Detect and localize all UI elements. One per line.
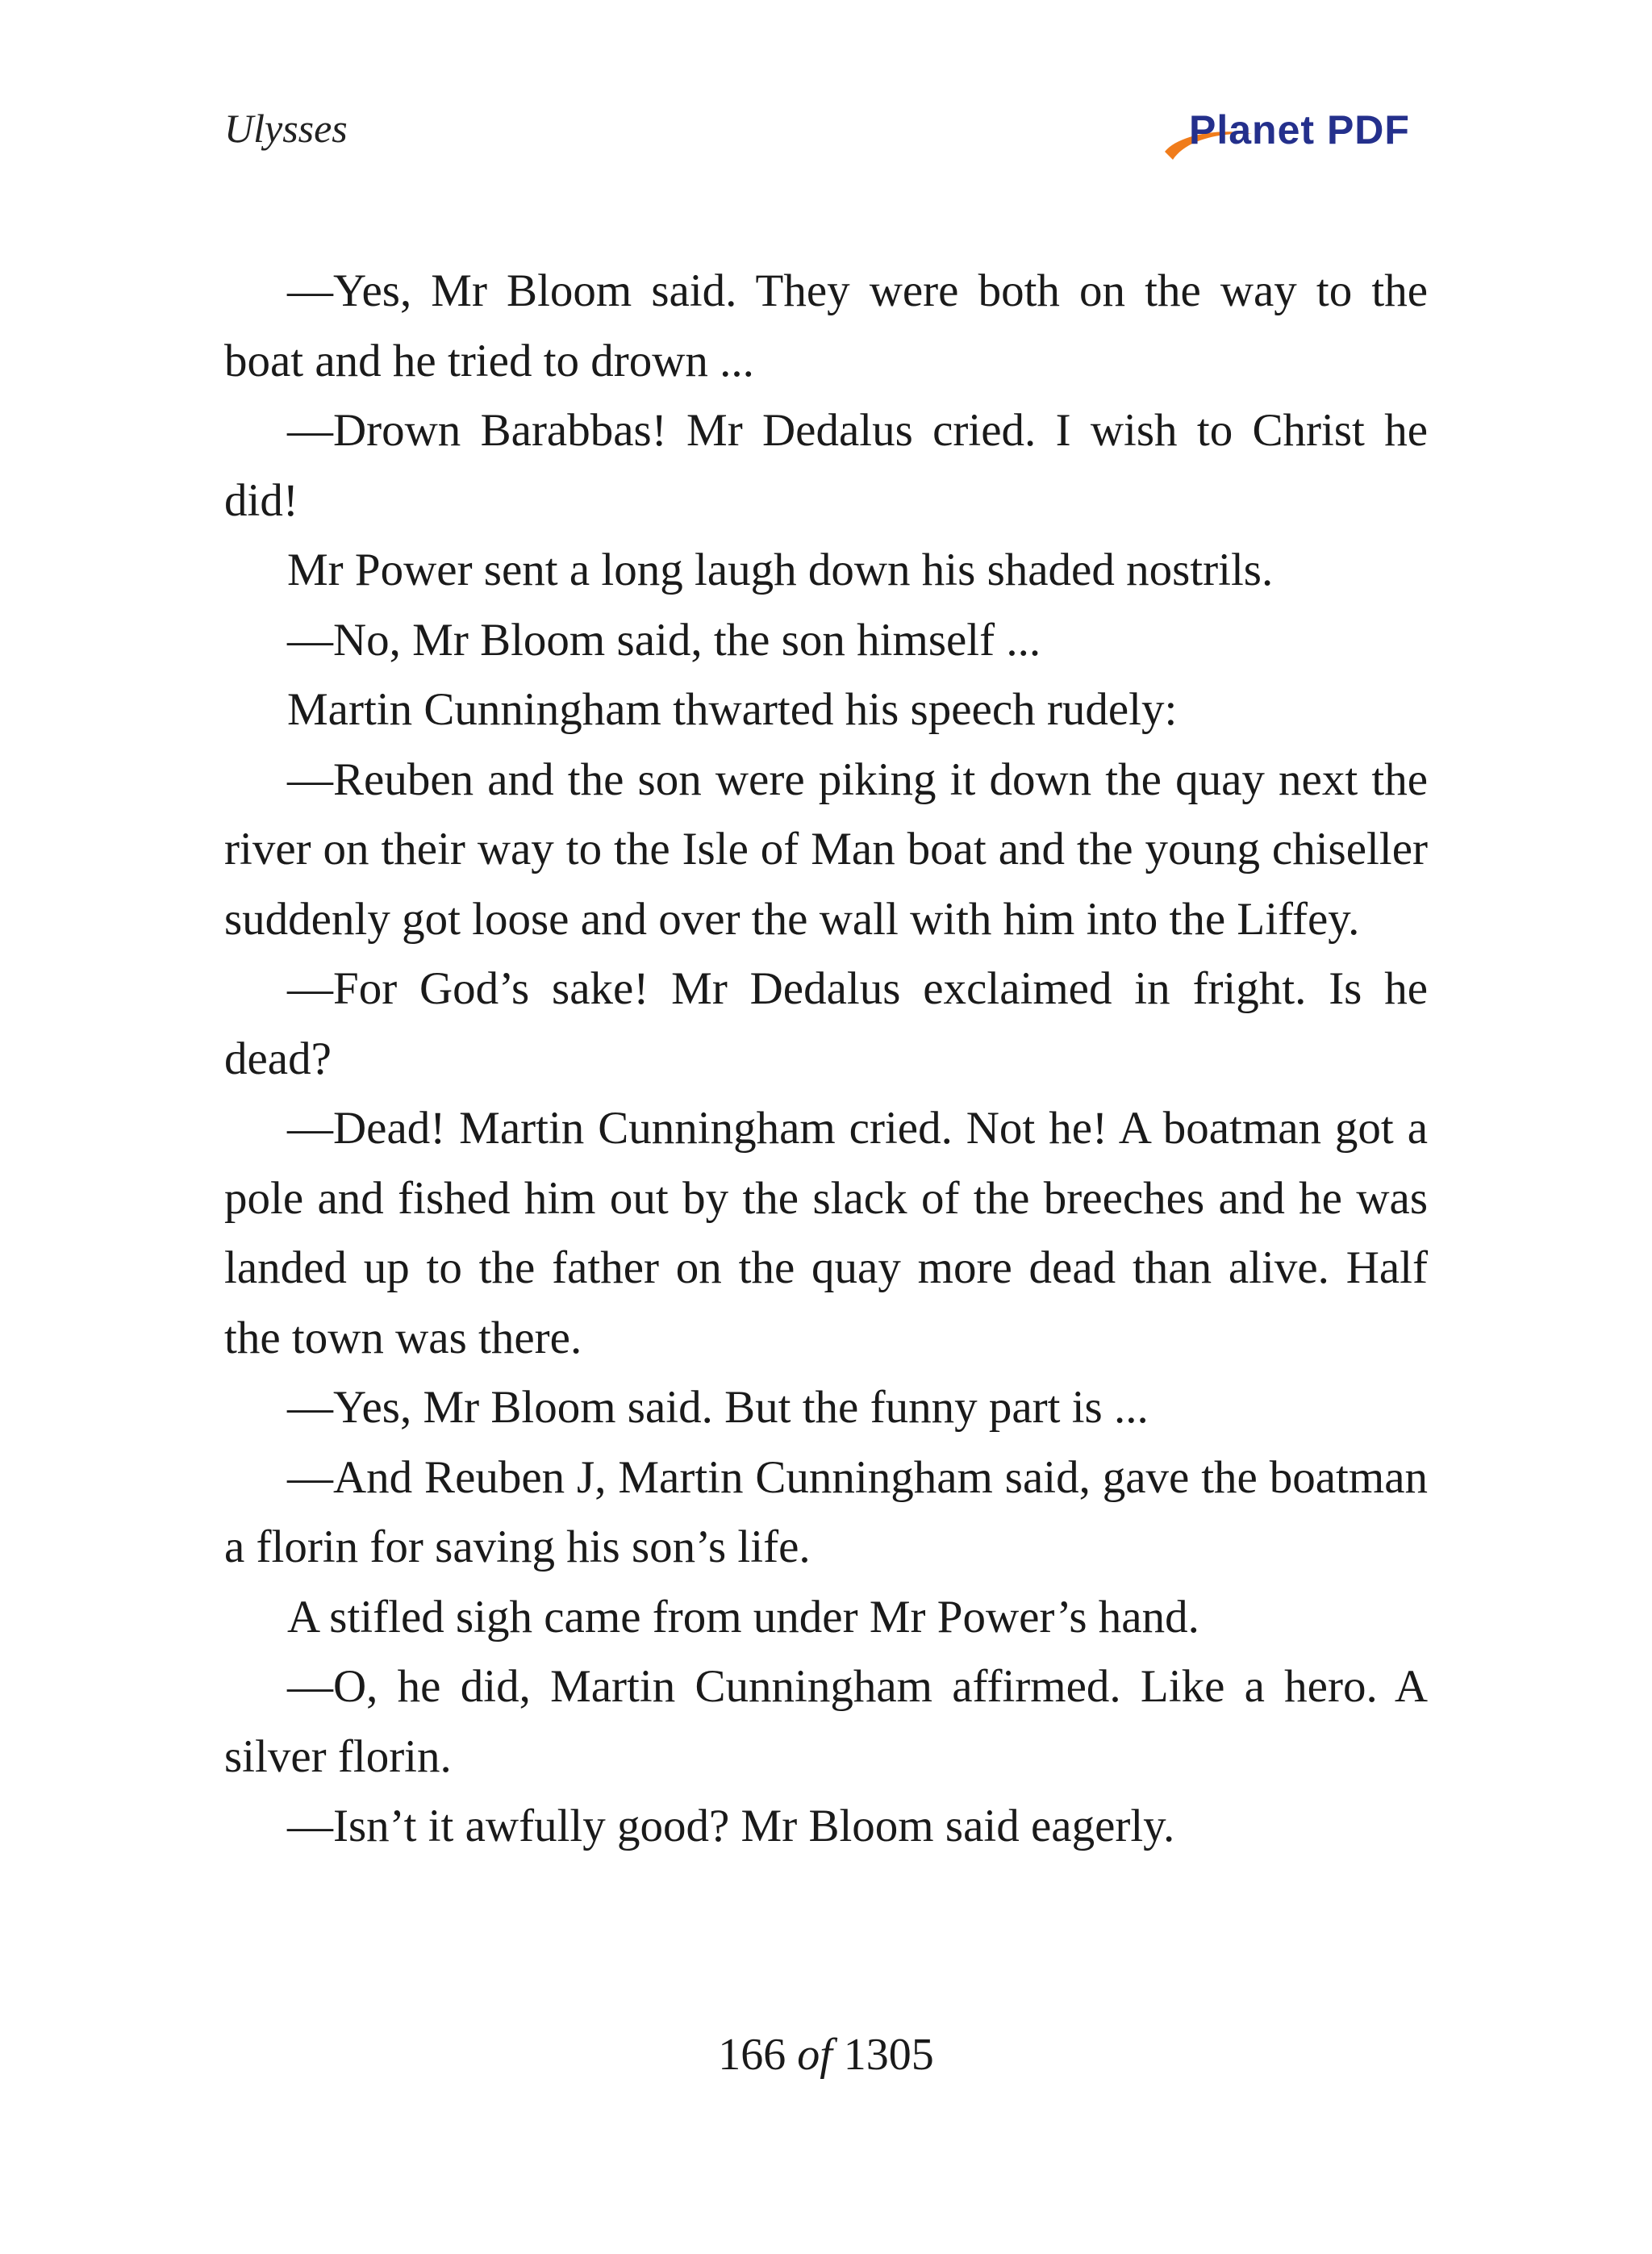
- paragraph: —Drown Barabbas! Mr Dedalus cried. I wish to Christ he did!: [224, 405, 1428, 526]
- page-number: [0, 2029, 1652, 2081]
- paragraph: A stifled sigh came from under Mr Power’s hand.: [287, 1591, 1199, 1642]
- paragraph: —Dead! Martin Cunningham cried. Not he! A boatman got a pole and fished him out by the slack of the breeches and he was landed up to the father on the quay more dead than alive. Half the town was there.: [224, 1103, 1428, 1363]
- paragraph: —Yes, Mr Bloom said. They were both on the way to the boat and he tried to drown ...: [224, 265, 1428, 386]
- paragraph: —Isn’t it awfully good? Mr Bloom said eagerly.: [287, 1801, 1175, 1851]
- running-head-title: Ulysses: [224, 106, 348, 151]
- paragraph: Mr Power sent a long laugh down his shaded nostrils.: [287, 545, 1274, 595]
- paragraph: —O, he did, Martin Cunningham affirmed. Like a hero. A silver florin.: [224, 1661, 1428, 1782]
- paragraph: —Reuben and the son were piking it down the quay next the river on their way to the Isle of Man boat and the young chiseller suddenly got loose and over the wall with him into the Liffey.: [224, 753, 1428, 945]
- total-pages: 1305: [843, 2030, 934, 2080]
- paragraph: —Yes, Mr Bloom said. But the funny part is ...: [287, 1382, 1149, 1433]
- page-body: [224, 257, 1428, 1862]
- paragraph: —No, Mr Bloom said, the son himself ...: [287, 614, 1041, 666]
- paragraph: —For God’s sake! Mr Dedalus exclaimed in fright. Is he dead?: [224, 963, 1428, 1084]
- logo-text: Planet PDF: [1189, 107, 1410, 152]
- of-word: of: [797, 2030, 832, 2080]
- planet-pdf-logo: [1162, 103, 1428, 168]
- paragraph: Martin Cunningham thwarted his speech rudely:: [287, 684, 1178, 735]
- paragraph: —And Reuben J, Martin Cunningham said, gave the boatman a florin for saving his son’s life.: [224, 1451, 1428, 1572]
- current-page: 166: [718, 2030, 786, 2080]
